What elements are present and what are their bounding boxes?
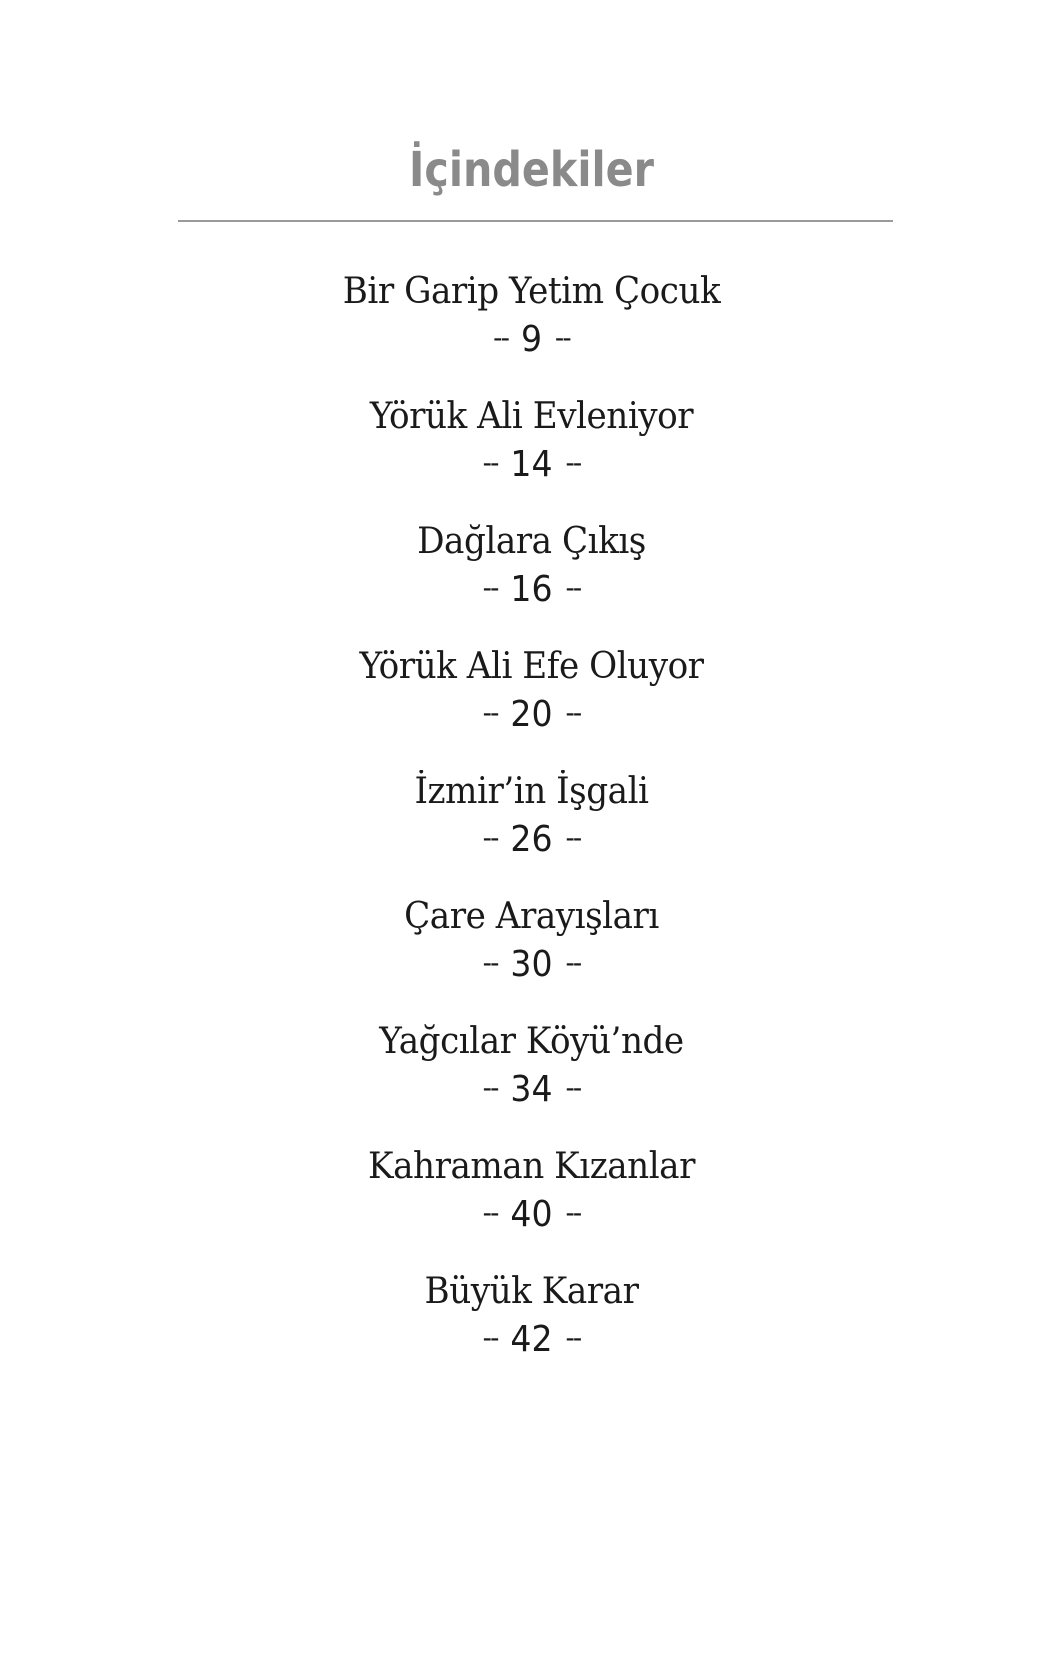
entry-page bbox=[43, 691, 1021, 737]
entry-page-number: 26 bbox=[510, 819, 553, 860]
entry-title: Yağcılar Köyü’nde bbox=[379, 1021, 684, 1062]
entry-page bbox=[43, 316, 1021, 362]
dash-left: -- bbox=[482, 1321, 498, 1354]
entry-page-number: 42 bbox=[510, 1319, 553, 1360]
dash-right: -- bbox=[565, 1196, 581, 1229]
entry-page bbox=[43, 441, 1021, 487]
dash-right: -- bbox=[554, 321, 570, 354]
dash-right: -- bbox=[565, 821, 581, 854]
dash-left: -- bbox=[482, 1071, 498, 1104]
entry-title: Çare Arayışları bbox=[404, 896, 659, 937]
heading-rule bbox=[178, 220, 893, 222]
dash-left: -- bbox=[482, 946, 498, 979]
dash-left: -- bbox=[493, 321, 509, 354]
dash-right: -- bbox=[565, 446, 581, 479]
dash-left: -- bbox=[482, 571, 498, 604]
dash-right: -- bbox=[565, 1071, 581, 1104]
dash-left: -- bbox=[482, 696, 498, 729]
entry-page-number: 9 bbox=[520, 319, 543, 360]
entry-page bbox=[43, 1316, 1021, 1362]
entry-page-number: 34 bbox=[510, 1069, 553, 1110]
entry-title: Kahraman Kızanlar bbox=[368, 1146, 695, 1187]
entry-page-number: 30 bbox=[510, 944, 553, 985]
entry-page-number: 16 bbox=[510, 569, 553, 610]
dash-left: -- bbox=[482, 446, 498, 479]
toc-entry bbox=[0, 520, 1063, 612]
dash-left: -- bbox=[482, 821, 498, 854]
entry-page-number: 20 bbox=[510, 694, 553, 735]
entry-title: Büyük Karar bbox=[424, 1271, 639, 1312]
entry-page bbox=[43, 1191, 1021, 1237]
dash-right: -- bbox=[565, 571, 581, 604]
dash-right: -- bbox=[565, 946, 581, 979]
toc-entry bbox=[0, 1145, 1063, 1237]
toc-entry bbox=[0, 270, 1063, 362]
entry-title: Yörük Ali Efe Oluyor bbox=[359, 646, 704, 687]
dash-left: -- bbox=[482, 1196, 498, 1229]
entry-page bbox=[43, 566, 1021, 612]
toc-heading: İçindekiler bbox=[408, 142, 655, 198]
toc-entry bbox=[0, 895, 1063, 987]
entry-title: İzmir’in İşgali bbox=[414, 771, 649, 812]
entry-page-number: 14 bbox=[510, 444, 553, 485]
toc-entry bbox=[0, 770, 1063, 862]
entry-page bbox=[43, 816, 1021, 862]
toc-entry bbox=[0, 1270, 1063, 1362]
dash-right: -- bbox=[565, 696, 581, 729]
entry-title: Yörük Ali Evleniyor bbox=[369, 396, 694, 437]
toc-entry bbox=[0, 1020, 1063, 1112]
toc-entry bbox=[0, 395, 1063, 487]
dash-right: -- bbox=[565, 1321, 581, 1354]
entry-page-number: 40 bbox=[510, 1194, 553, 1235]
entry-page bbox=[43, 1066, 1021, 1112]
entry-title: Dağlara Çıkış bbox=[417, 521, 646, 562]
entry-title: Bir Garip Yetim Çocuk bbox=[342, 271, 721, 312]
entry-page bbox=[43, 941, 1021, 987]
toc-entry bbox=[0, 645, 1063, 737]
